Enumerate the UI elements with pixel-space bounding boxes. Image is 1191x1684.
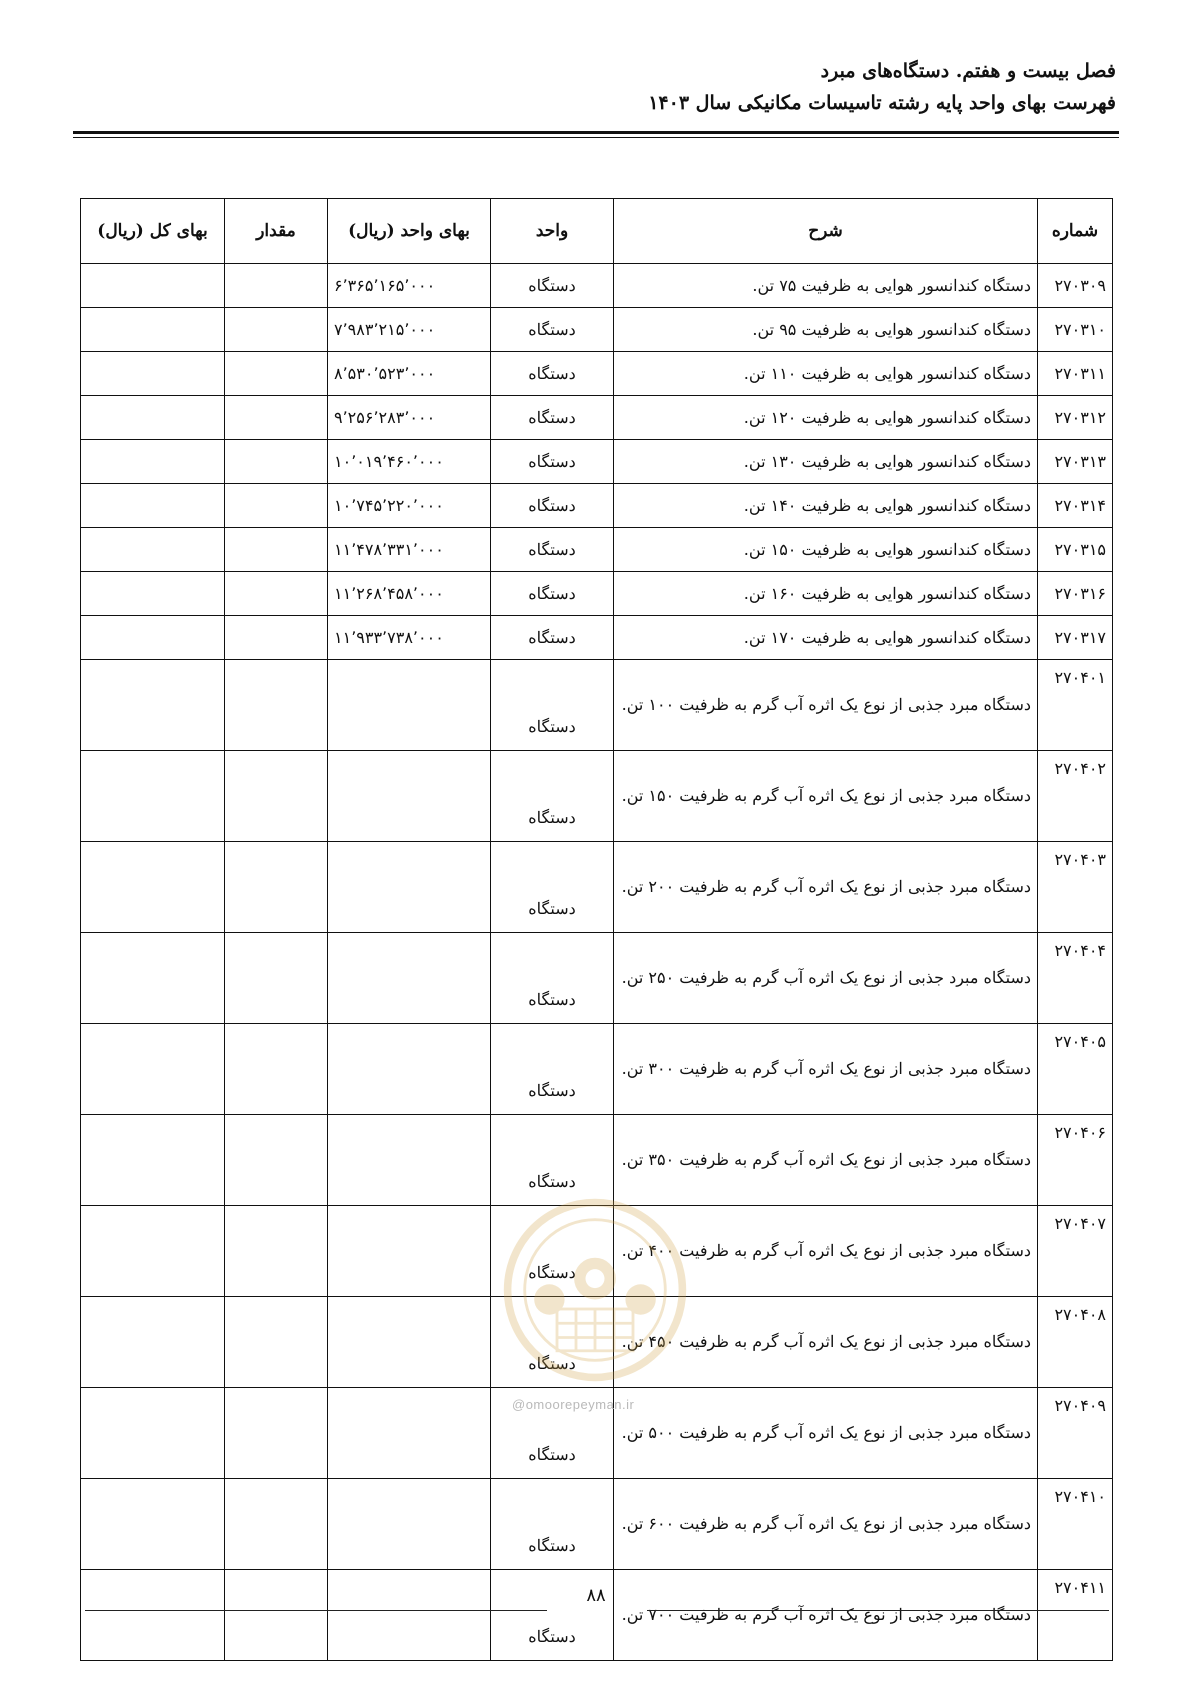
column-header-total-price: بهای کل (ریال) xyxy=(81,199,225,264)
quantity-cell xyxy=(225,352,328,396)
code-cell: ۲۷۰۴۰۸ xyxy=(1038,1297,1113,1388)
quantity-cell xyxy=(225,1206,328,1297)
unit-cell: دستگاه xyxy=(491,751,614,842)
description-cell: دستگاه کندانسور هوایی به ظرفیت ۹۵ تن. xyxy=(614,308,1038,352)
table-row xyxy=(81,933,1113,1024)
table-row xyxy=(81,264,1113,308)
unit-cell: دستگاه xyxy=(491,1479,614,1570)
code-cell: ۲۷۰۴۱۱ xyxy=(1038,1570,1113,1661)
total-price-cell xyxy=(81,572,225,616)
description-cell: دستگاه مبرد جذبی از نوع یک اثره آب گرم به ظرفیت ۴۵۰ تن. xyxy=(614,1297,1038,1388)
table-row xyxy=(81,751,1113,842)
table-row xyxy=(81,1024,1113,1115)
table-header-row xyxy=(81,199,1113,264)
unit-cell: دستگاه xyxy=(491,440,614,484)
total-price-cell xyxy=(81,1388,225,1479)
unit-price-cell xyxy=(328,842,491,933)
description-cell: دستگاه مبرد جذبی از نوع یک اثره آب گرم به ظرفیت ۵۰۰ تن. xyxy=(614,1388,1038,1479)
description-cell: دستگاه مبرد جذبی از نوع یک اثره آب گرم به ظرفیت ۲۵۰ تن. xyxy=(614,933,1038,1024)
total-price-cell xyxy=(81,1024,225,1115)
unit-price-cell xyxy=(328,1388,491,1479)
description-cell: دستگاه کندانسور هوایی به ظرفیت ۱۵۰ تن. xyxy=(614,528,1038,572)
description-cell: دستگاه کندانسور هوایی به ظرفیت ۱۱۰ تن. xyxy=(614,352,1038,396)
code-cell: ۲۷۰۴۰۲ xyxy=(1038,751,1113,842)
quantity-cell xyxy=(225,1570,328,1661)
unit-price-cell: ۸٬۵۳۰٬۵۲۳٬۰۰۰ xyxy=(328,352,491,396)
quantity-cell xyxy=(225,308,328,352)
unit-price-cell xyxy=(328,660,491,751)
document-title: فهرست بهای واحد پایه رشته تاسیسات مکانیکی سال ۱۴۰۳ xyxy=(648,92,1116,114)
description-cell: دستگاه مبرد جذبی از نوع یک اثره آب گرم به ظرفیت ۳۵۰ تن. xyxy=(614,1115,1038,1206)
quantity-cell xyxy=(225,660,328,751)
quantity-cell xyxy=(225,1297,328,1388)
description-cell: دستگاه مبرد جذبی از نوع یک اثره آب گرم به ظرفیت ۴۰۰ تن. xyxy=(614,1206,1038,1297)
unit-cell: دستگاه xyxy=(491,264,614,308)
table-row xyxy=(81,396,1113,440)
total-price-cell xyxy=(81,396,225,440)
unit-price-cell: ۶٬۳۶۵٬۱۶۵٬۰۰۰ xyxy=(328,264,491,308)
description-cell: دستگاه کندانسور هوایی به ظرفیت ۱۴۰ تن. xyxy=(614,484,1038,528)
total-price-cell xyxy=(81,484,225,528)
unit-price-cell xyxy=(328,751,491,842)
code-cell: ۲۷۰۳۱۴ xyxy=(1038,484,1113,528)
description-cell: دستگاه کندانسور هوایی به ظرفیت ۱۲۰ تن. xyxy=(614,396,1038,440)
quantity-cell xyxy=(225,396,328,440)
column-header-unit-price: بهای واحد (ریال) xyxy=(328,199,491,264)
code-cell: ۲۷۰۴۰۳ xyxy=(1038,842,1113,933)
code-cell: ۲۷۰۳۱۰ xyxy=(1038,308,1113,352)
quantity-cell xyxy=(225,751,328,842)
total-price-cell xyxy=(81,440,225,484)
unit-cell: دستگاه xyxy=(491,1388,614,1479)
code-cell: ۲۷۰۴۰۱ xyxy=(1038,660,1113,751)
code-cell: ۲۷۰۴۰۵ xyxy=(1038,1024,1113,1115)
table-row xyxy=(81,440,1113,484)
watermark-site: @omoorepeyman.ir xyxy=(512,1397,635,1412)
table-row xyxy=(81,1206,1113,1297)
table-row xyxy=(81,352,1113,396)
code-cell: ۲۷۰۴۰۷ xyxy=(1038,1206,1113,1297)
unit-price-cell xyxy=(328,933,491,1024)
table-row xyxy=(81,660,1113,751)
quantity-cell xyxy=(225,616,328,660)
unit-cell: دستگاه xyxy=(491,484,614,528)
table-row xyxy=(81,842,1113,933)
quantity-cell xyxy=(225,264,328,308)
footer-rule-right xyxy=(647,1610,1109,1611)
code-cell: ۲۷۰۳۱۶ xyxy=(1038,572,1113,616)
column-header-code: شماره xyxy=(1038,199,1113,264)
table-row xyxy=(81,308,1113,352)
unit-price-cell xyxy=(328,1024,491,1115)
table-row xyxy=(81,484,1113,528)
table-row xyxy=(81,616,1113,660)
unit-price-cell xyxy=(328,1115,491,1206)
unit-cell: دستگاه xyxy=(491,1115,614,1206)
quantity-cell xyxy=(225,1388,328,1479)
table-row xyxy=(81,572,1113,616)
table-row xyxy=(81,1297,1113,1388)
unit-price-cell: ۱۱٬۹۳۳٬۷۳۸٬۰۰۰ xyxy=(328,616,491,660)
quantity-cell xyxy=(225,842,328,933)
description-cell: دستگاه کندانسور هوایی به ظرفیت ۷۵ تن. xyxy=(614,264,1038,308)
quantity-cell xyxy=(225,528,328,572)
total-price-cell xyxy=(81,933,225,1024)
code-cell: ۲۷۰۴۰۶ xyxy=(1038,1115,1113,1206)
price-table xyxy=(80,198,1113,1661)
unit-price-cell xyxy=(328,1206,491,1297)
unit-cell: دستگاه xyxy=(491,1570,614,1661)
unit-cell: دستگاه xyxy=(491,528,614,572)
quantity-cell xyxy=(225,1115,328,1206)
table-row xyxy=(81,528,1113,572)
quantity-cell xyxy=(225,933,328,1024)
description-cell: دستگاه مبرد جذبی از نوع یک اثره آب گرم به ظرفیت ۱۵۰ تن. xyxy=(614,751,1038,842)
total-price-cell xyxy=(81,842,225,933)
code-cell: ۲۷۰۴۰۹ xyxy=(1038,1388,1113,1479)
code-cell: ۲۷۰۴۱۰ xyxy=(1038,1479,1113,1570)
total-price-cell xyxy=(81,528,225,572)
column-header-unit: واحد xyxy=(491,199,614,264)
total-price-cell xyxy=(81,308,225,352)
table-row xyxy=(81,1479,1113,1570)
unit-cell: دستگاه xyxy=(491,1024,614,1115)
description-cell: دستگاه مبرد جذبی از نوع یک اثره آب گرم به ظرفیت ۷۰۰ تن. xyxy=(614,1570,1038,1661)
unit-cell: دستگاه xyxy=(491,1206,614,1297)
total-price-cell xyxy=(81,1297,225,1388)
total-price-cell xyxy=(81,616,225,660)
unit-price-cell: ۱۱٬۲۶۸٬۴۵۸٬۰۰۰ xyxy=(328,572,491,616)
column-header-description: شرح xyxy=(614,199,1038,264)
page-header xyxy=(76,55,1116,119)
unit-price-cell: ۱۰٬۷۴۵٬۲۲۰٬۰۰۰ xyxy=(328,484,491,528)
unit-cell: دستگاه xyxy=(491,933,614,1024)
code-cell: ۲۷۰۳۱۷ xyxy=(1038,616,1113,660)
unit-cell: دستگاه xyxy=(491,352,614,396)
code-cell: ۲۷۰۳۰۹ xyxy=(1038,264,1113,308)
total-price-cell xyxy=(81,751,225,842)
code-cell: ۲۷۰۳۱۵ xyxy=(1038,528,1113,572)
header-rule-thick xyxy=(73,131,1119,134)
code-cell: ۲۷۰۳۱۲ xyxy=(1038,396,1113,440)
quantity-cell xyxy=(225,1479,328,1570)
footer-rule-left xyxy=(85,1610,547,1611)
description-cell: دستگاه کندانسور هوایی به ظرفیت ۱۶۰ تن. xyxy=(614,572,1038,616)
description-cell: دستگاه مبرد جذبی از نوع یک اثره آب گرم به ظرفیت ۲۰۰ تن. xyxy=(614,842,1038,933)
description-cell: دستگاه مبرد جذبی از نوع یک اثره آب گرم به ظرفیت ۱۰۰ تن. xyxy=(614,660,1038,751)
page-number: ۸۸ xyxy=(586,1585,606,1606)
table-row xyxy=(81,1570,1113,1661)
unit-price-cell: ۱۱٬۴۷۸٬۳۳۱٬۰۰۰ xyxy=(328,528,491,572)
unit-cell: دستگاه xyxy=(491,616,614,660)
quantity-cell xyxy=(225,484,328,528)
chapter-title: فصل بیست و هفتم. دستگاه‌های مبرد xyxy=(820,60,1116,82)
unit-price-cell: ۷٬۹۸۳٬۲۱۵٬۰۰۰ xyxy=(328,308,491,352)
total-price-cell xyxy=(81,660,225,751)
unit-price-cell: ۹٬۲۵۶٬۲۸۳٬۰۰۰ xyxy=(328,396,491,440)
total-price-cell xyxy=(81,264,225,308)
quantity-cell xyxy=(225,1024,328,1115)
description-cell: دستگاه کندانسور هوایی به ظرفیت ۱۷۰ تن. xyxy=(614,616,1038,660)
code-cell: ۲۷۰۳۱۱ xyxy=(1038,352,1113,396)
unit-price-cell xyxy=(328,1297,491,1388)
quantity-cell xyxy=(225,440,328,484)
total-price-cell xyxy=(81,352,225,396)
description-cell: دستگاه مبرد جذبی از نوع یک اثره آب گرم به ظرفیت ۶۰۰ تن. xyxy=(614,1479,1038,1570)
unit-cell: دستگاه xyxy=(491,396,614,440)
unit-cell: دستگاه xyxy=(491,308,614,352)
code-cell: ۲۷۰۴۰۴ xyxy=(1038,933,1113,1024)
total-price-cell xyxy=(81,1206,225,1297)
unit-cell: دستگاه xyxy=(491,572,614,616)
unit-price-cell xyxy=(328,1479,491,1570)
unit-price-cell xyxy=(328,1570,491,1661)
description-cell: دستگاه مبرد جذبی از نوع یک اثره آب گرم به ظرفیت ۳۰۰ تن. xyxy=(614,1024,1038,1115)
code-cell: ۲۷۰۳۱۳ xyxy=(1038,440,1113,484)
total-price-cell xyxy=(81,1115,225,1206)
description-cell: دستگاه کندانسور هوایی به ظرفیت ۱۳۰ تن. xyxy=(614,440,1038,484)
table-row xyxy=(81,1115,1113,1206)
total-price-cell xyxy=(81,1479,225,1570)
column-header-quantity: مقدار xyxy=(225,199,328,264)
unit-price-cell: ۱۰٬۰۱۹٬۴۶۰٬۰۰۰ xyxy=(328,440,491,484)
unit-cell: دستگاه xyxy=(491,660,614,751)
unit-cell: دستگاه xyxy=(491,1297,614,1388)
unit-cell: دستگاه xyxy=(491,842,614,933)
quantity-cell xyxy=(225,572,328,616)
header-rule-thin xyxy=(73,137,1119,138)
total-price-cell xyxy=(81,1570,225,1661)
